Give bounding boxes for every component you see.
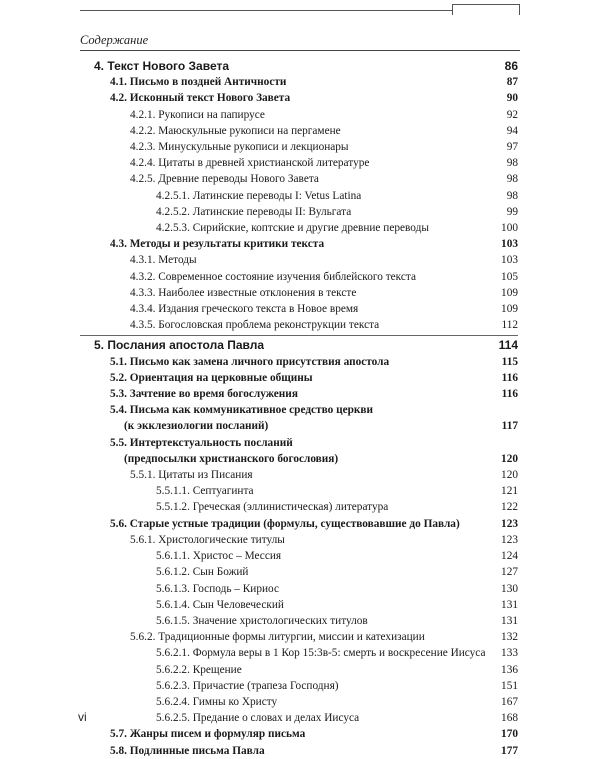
toc-entry-page: 90 — [506, 92, 518, 105]
toc-entry-title: 5.6. Старые устные традиции (формулы, существовавшие до Павла) — [110, 517, 460, 530]
toc-entry-title: 4.3.1. Методы — [130, 254, 197, 267]
toc-entry-title: 5.3. Зачтение во время богослужения — [110, 388, 298, 401]
header-rule — [80, 50, 520, 51]
toc-entry-row — [80, 220, 518, 236]
toc-entry-title: 5.6.2.4. Гимны ко Христу — [156, 695, 278, 708]
toc-entry-page: 99 — [506, 205, 518, 218]
toc-entry-title: 4.2.5.1. Латинские переводы I: Vetus Latina — [156, 189, 362, 202]
toc-entry-row — [80, 285, 518, 301]
toc-entry-row — [80, 613, 518, 629]
toc-entry-title: 5.6.1.3. Господь – Кириос — [156, 582, 279, 595]
toc-entry-page: 151 — [501, 679, 518, 692]
toc-entry-page: 109 — [501, 303, 518, 316]
toc-entry-title: 5.6.1. Христологические титулы — [130, 533, 285, 546]
toc-entry-title: 5.7. Жанры писем и формуляр письма — [110, 728, 306, 741]
toc-entry-page: 167 — [501, 695, 518, 708]
toc-entry-row — [80, 694, 518, 710]
toc-entry-row — [80, 548, 518, 564]
toc-entry-row — [80, 301, 518, 317]
toc-entry-row — [80, 726, 518, 742]
toc-entry-page: 120 — [501, 452, 518, 465]
toc-entry-title: (предпосылки христианского богословия) — [124, 452, 339, 465]
toc-entry-page: 116 — [501, 371, 518, 384]
toc-entry-title: 5.6.2.3. Причастие (трапеза Господня) — [156, 679, 339, 692]
toc-entry-row — [80, 386, 518, 402]
page-number: vi — [78, 710, 87, 724]
toc-entry-row — [80, 710, 518, 726]
toc-entry-row — [80, 435, 518, 451]
toc-entry-page: 100 — [501, 222, 518, 235]
toc-entry-page: 132 — [501, 631, 518, 644]
toc-entry-row — [80, 74, 518, 90]
toc-entry-title: 4.2.5.2. Латинские переводы II: Вульгата — [156, 205, 352, 218]
toc-entry-row — [80, 743, 518, 759]
toc-entry-title: 4.2. Исконный текст Нового Завета — [110, 92, 291, 105]
toc-chapter-row — [80, 58, 518, 74]
toc-entry-title: 4.3.4. Издания греческого текста в Новое время — [130, 303, 359, 316]
table-of-contents — [80, 58, 518, 759]
toc-entry-page: 177 — [501, 744, 518, 757]
top-box-decoration — [452, 4, 520, 15]
toc-entry-title: 5.5.1.2. Греческая (эллинистическая) литература — [156, 501, 389, 514]
toc-entry-row — [80, 107, 518, 123]
toc-entry-title: 5.5. Интертекстуальность посланий — [110, 436, 293, 449]
toc-entry-row — [80, 645, 518, 661]
toc-entry-title: 5.6.1.5. Значение христологических титулов — [156, 614, 368, 627]
toc-entry-title: 5.6.2.1. Формула веры в 1 Кор 15:3в-5: смерть и воскресение Иисуса — [156, 647, 486, 660]
toc-entry-row — [80, 236, 518, 252]
toc-entry-row — [80, 269, 518, 285]
toc-entry-title: 4.2.1. Рукописи на папирусе — [130, 108, 265, 121]
toc-entry-row — [80, 662, 518, 678]
toc-entry-row — [80, 188, 518, 204]
toc-entry-page: 86 — [504, 59, 518, 73]
toc-entry-row — [80, 467, 518, 483]
toc-entry-page: 114 — [498, 338, 518, 353]
toc-entry-row — [80, 532, 518, 548]
toc-entry-title: 4.3.5. Богословская проблема реконструкции текста — [130, 319, 380, 332]
toc-entry-row — [80, 402, 518, 418]
toc-entry-row — [80, 171, 518, 187]
toc-entry-page: 109 — [501, 286, 518, 299]
toc-entry-page: 124 — [501, 550, 518, 563]
toc-entry-title: 4.2.5. Древние переводы Нового Завета — [130, 173, 319, 186]
toc-entry-title: 5.8. Подлинные письма Павла — [110, 744, 265, 757]
toc-entry-title: 4.2.2. Маюскульные рукописи на пергамене — [130, 124, 341, 137]
toc-entry-row — [80, 581, 518, 597]
toc-entry-row — [80, 483, 518, 499]
toc-entry-page: 94 — [506, 124, 518, 137]
toc-entry-page: 98 — [506, 157, 518, 170]
toc-entry-title: 4.2.5.3. Сирийские, коптские и другие древние переводы — [156, 222, 429, 235]
toc-entry-page: 105 — [501, 270, 518, 283]
toc-entry-page: 122 — [501, 501, 518, 514]
toc-entry-page: 103 — [501, 238, 518, 251]
toc-entry-page: 170 — [501, 728, 518, 741]
toc-entry-row — [80, 418, 518, 434]
toc-entry-title: 4.3.2. Современное состояние изучения библейского текста — [130, 270, 416, 283]
toc-entry-title: 5.6.1.2. Сын Божий — [156, 566, 249, 579]
toc-entry-page: 98 — [506, 189, 518, 202]
toc-entry-row — [80, 155, 518, 171]
toc-entry-title: 4.2.4. Цитаты в древней христианской литературе — [130, 157, 370, 170]
toc-entry-title: 4. Текст Нового Завета — [94, 59, 230, 73]
toc-entry-row — [80, 516, 518, 532]
toc-entry-page: 127 — [501, 566, 518, 579]
toc-entry-title: 4.1. Письмо в поздней Античности — [110, 76, 287, 89]
toc-entry-row — [80, 252, 518, 268]
toc-entry-title: (к экклезиологии посланий) — [124, 420, 269, 433]
toc-entry-page: 87 — [506, 76, 518, 89]
toc-entry-row — [80, 597, 518, 613]
toc-entry-page: 92 — [506, 108, 518, 121]
toc-entry-row — [80, 629, 518, 645]
toc-entry-title: 5.6.2. Традиционные формы литургии, миссии и катехизации — [130, 631, 425, 644]
toc-entry-row — [80, 370, 518, 386]
toc-entry-title: 5. Послания апостола Павла — [94, 338, 265, 353]
toc-entry-page: 103 — [501, 254, 518, 267]
toc-entry-row — [80, 317, 518, 333]
toc-entry-row — [80, 123, 518, 139]
toc-entry-page: 136 — [501, 663, 518, 676]
toc-entry-page: 123 — [501, 517, 518, 530]
toc-entry-page: 116 — [501, 388, 518, 401]
toc-entry-title: 5.4. Письма как коммуникативное средство церкви — [110, 404, 374, 417]
toc-entry-page: 168 — [501, 712, 518, 725]
toc-entry-title: 5.1. Письмо как замена личного присутствия апостола — [110, 355, 390, 368]
toc-entry-title: 5.6.1.1. Христос – Мессия — [156, 550, 282, 563]
toc-entry-row — [80, 678, 518, 694]
toc-entry-page: 131 — [501, 598, 518, 611]
toc-entry-page: 98 — [506, 173, 518, 186]
toc-entry-title: 5.6.2.5. Предание о словах и делах Иисуса — [156, 712, 360, 725]
toc-entry-title: 5.5.1. Цитаты из Писания — [130, 469, 253, 482]
page-header-title: Содержание — [80, 33, 149, 47]
toc-entry-row — [80, 499, 518, 515]
toc-entry-row — [80, 204, 518, 220]
toc-entry-page: 112 — [501, 319, 518, 332]
toc-entry-title: 5.6.1.4. Сын Человеческий — [156, 598, 284, 611]
toc-entry-title: 4.3. Методы и результаты критики текста — [110, 238, 325, 251]
toc-entry-title: 4.2.3. Минускульные рукописи и лекционары — [130, 141, 349, 154]
toc-entry-page: 133 — [501, 647, 518, 660]
toc-entry-page: 115 — [501, 355, 518, 368]
toc-entry-title: 5.6.2.2. Крещение — [156, 663, 242, 676]
toc-entry-page: 97 — [506, 141, 518, 154]
toc-entry-page: 131 — [501, 614, 518, 627]
toc-entry-page: 121 — [501, 485, 518, 498]
toc-entry-page: 130 — [501, 582, 518, 595]
toc-entry-row — [80, 139, 518, 155]
toc-entry-page: 123 — [501, 533, 518, 546]
toc-entry-row — [80, 354, 518, 370]
toc-chapter-row — [80, 335, 518, 353]
toc-entry-title: 5.5.1.1. Септуагинта — [156, 485, 254, 498]
toc-entry-row — [80, 564, 518, 580]
toc-entry-title: 4.3.3. Наиболее известные отклонения в тексте — [130, 286, 357, 299]
toc-entry-title: 5.2. Ориентация на церковные общины — [110, 371, 313, 384]
toc-entry-page: 120 — [501, 469, 518, 482]
toc-entry-page: 117 — [501, 420, 518, 433]
toc-entry-row — [80, 90, 518, 106]
toc-entry-row — [80, 451, 518, 467]
